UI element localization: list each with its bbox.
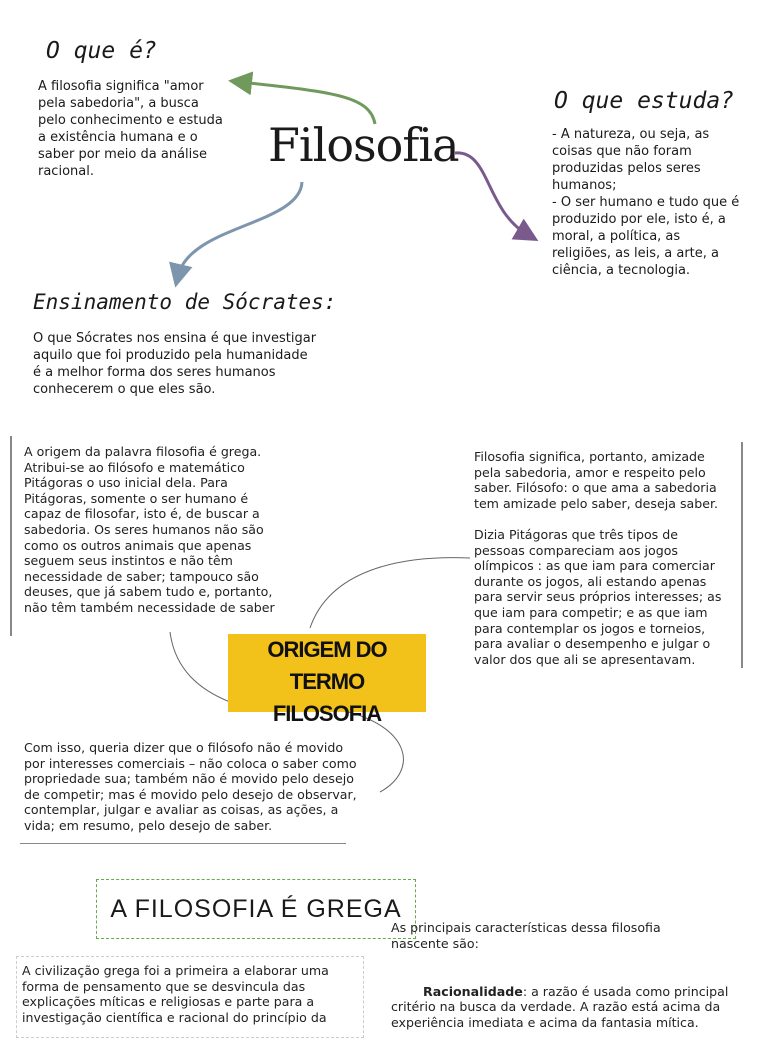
bottom-divider	[20, 843, 346, 844]
socrates-text: O que Sócrates nos ensina é que investigar aquilo que foi produzido pela humanidade é a melhor forma dos seres humanos conhecerem o que eles são.	[33, 331, 317, 397]
que-estuda-text: - A natureza, ou seja, as coisas que não foram produzidas pelos seres humanos; - O ser humano e tudo que é produzido por ele, isto é, a moral, a política, as religiões, as leis, a arte, a ciência, a tecnologia.	[552, 127, 740, 278]
origem-title-line1: ORIGEM DO TERMO	[267, 637, 387, 694]
origem-title-line2: FILOSOFIA	[272, 701, 382, 726]
racionalidade-text: : a razão é usada como principal critério na busca da verdade. A razão está acima da experiência imediata e acima da fantasia mítica.	[391, 983, 729, 1030]
origem-title	[228, 634, 426, 726]
que-e-heading: O que é?	[46, 38, 157, 64]
grega-title-box	[96, 879, 416, 939]
grega-intro: As principais características dessa filosofia nascente são:	[391, 920, 661, 951]
arrow-to-socrates	[178, 182, 302, 276]
origem-right-text-2: Dizia Pitágoras que três tipos de pessoas compareciam aos jogos olímpicos : as que iam para comerciar durante os jogos, ali estando apenas para servir seus próprios interesses; as que iam para competir; e as que iam para contemplar os jogos e torneios, para avaliar o desempenho e julgar o valor dos que ali se apresentavam.	[474, 527, 722, 667]
origem-bottom-text: Com isso, queria dizer que o filósofo não é movido por interesses comerciais – não coloca o saber como propriedade sua; também não é movido pelo desejo de competir; mas é movido pelo desejo de observar, contemplar, julgar e avaliar as coisas, as ações, a vida; em resumo, pelo desejo de saber.	[24, 740, 357, 833]
socrates-heading: Ensinamento de Sócrates:	[33, 290, 337, 314]
origem-left-text: A origem da palavra filosofia é grega. Atribui-se ao filósofo e matemático Pitágoras o uso inicial dela. Para Pitágoras, somente o ser humano é capaz de filosofar, isto é, de buscar a sabedoria. Os seres humanos não são como os outros animais que apenas seguem seus instintos e não têm necessidade de saber; tampouco são deuses, que já sabem tudo e, portanto, não têm também necessidade de saber	[24, 444, 275, 615]
arrow-to-que-estuda	[455, 153, 528, 235]
que-e-text: A filosofia significa "amor pela sabedoria", a busca pelo conhecimento e estuda a existência humana e o saber por meio da análise racional.	[38, 79, 223, 179]
origem-right-text: Filosofia significa, portanto, amizade pela sabedoria, amor e respeito pelo saber. Filósofo: o que ama a sabedoria tem amizade pelo saber, deseja saber.	[474, 449, 718, 511]
racionalidade-paragraph	[391, 968, 767, 1030]
racionalidade-label: Racionalidade	[423, 983, 523, 999]
page-title: Filosofia	[268, 118, 459, 172]
grega-title: A FILOSOFIA É GREGA	[110, 894, 402, 923]
grega-left-text: A civilização grega foi a primeira a elaborar uma forma de pensamento que se desvincula das explicações míticas e religiosas e parte para a investigação científica e racional do princípio da	[22, 963, 329, 1025]
que-estuda-heading: O que estuda?	[554, 88, 735, 114]
